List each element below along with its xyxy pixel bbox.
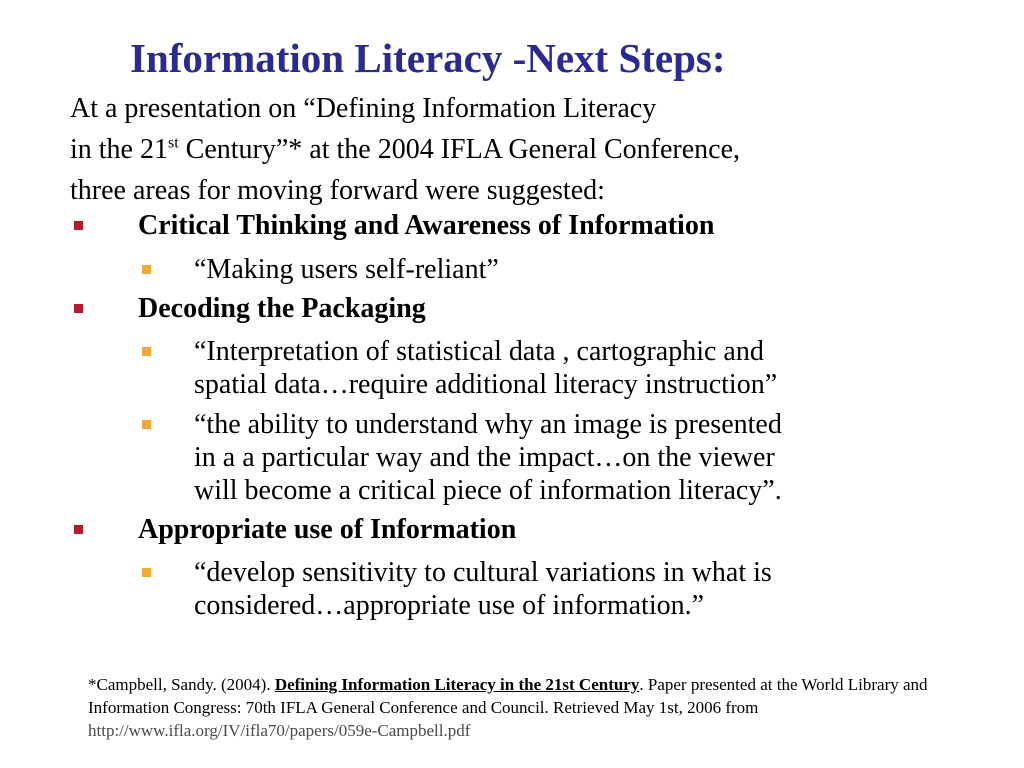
square-bullet-icon <box>142 265 151 274</box>
square-bullet-icon <box>142 420 151 429</box>
sub-bullet-text <box>194 335 777 401</box>
square-bullet-icon <box>142 568 151 577</box>
citation-url[interactable]: http://www.ifla.org/IV/ifla70/papers/059e-Campbell.pdf <box>88 721 471 740</box>
slide-title: Information Literacy -Next Steps: <box>130 35 726 81</box>
sub-bullet-text <box>194 556 772 622</box>
superscript-st: st <box>168 134 179 152</box>
square-bullet-icon <box>142 347 151 356</box>
footnote-suffix: . Paper presented at the World Library and Information Congress: 70th IFLA General Conference and Council. Retrieved May 1st, 2006 from <box>88 675 928 717</box>
sub-bullet-line: “Making users self-reliant” <box>194 254 499 285</box>
intro-line-3: three areas for moving forward were suggested: <box>70 175 605 206</box>
intro-paragraph <box>70 88 970 211</box>
sub-bullet-text <box>194 253 499 286</box>
sub-bullet-line: “Interpretation of statistical data , cartographic and <box>194 336 764 367</box>
footnote-citation <box>88 673 993 742</box>
bullet-heading: Critical Thinking and Awareness of Information <box>138 210 715 241</box>
footnote-prefix: *Campbell, Sandy. (2004). <box>88 675 275 694</box>
intro-line-2 <box>70 129 970 170</box>
intro-line-2-end: Century”* at the 2004 IFLA General Conference, <box>178 134 741 165</box>
square-bullet-icon <box>74 304 83 313</box>
sub-bullet-line: spatial data…require additional literacy instruction” <box>194 369 778 400</box>
square-bullet-icon <box>74 525 83 534</box>
intro-line-2-start: in the 21 <box>70 134 168 165</box>
sub-bullet-line: “the ability to understand why an image is presented <box>194 409 782 440</box>
intro-line-1: At a presentation on “Defining Information Literacy <box>70 93 657 124</box>
sub-bullet-line: in a a particular way and the impact…on the viewer <box>194 442 775 473</box>
sub-bullet-line: will become a critical piece of information literacy”. <box>194 475 782 506</box>
square-bullet-icon <box>74 221 83 230</box>
sub-bullet-text <box>194 408 782 507</box>
sub-bullet-line: considered…appropriate use of information.” <box>194 590 705 621</box>
citation-title-link[interactable]: Defining Information Literacy in the 21st Century <box>274 675 640 694</box>
bullet-heading: Decoding the Packaging <box>138 293 426 324</box>
bullet-heading: Appropriate use of Information <box>138 514 517 545</box>
sub-bullet-line: “develop sensitivity to cultural variations in what is <box>194 557 772 588</box>
